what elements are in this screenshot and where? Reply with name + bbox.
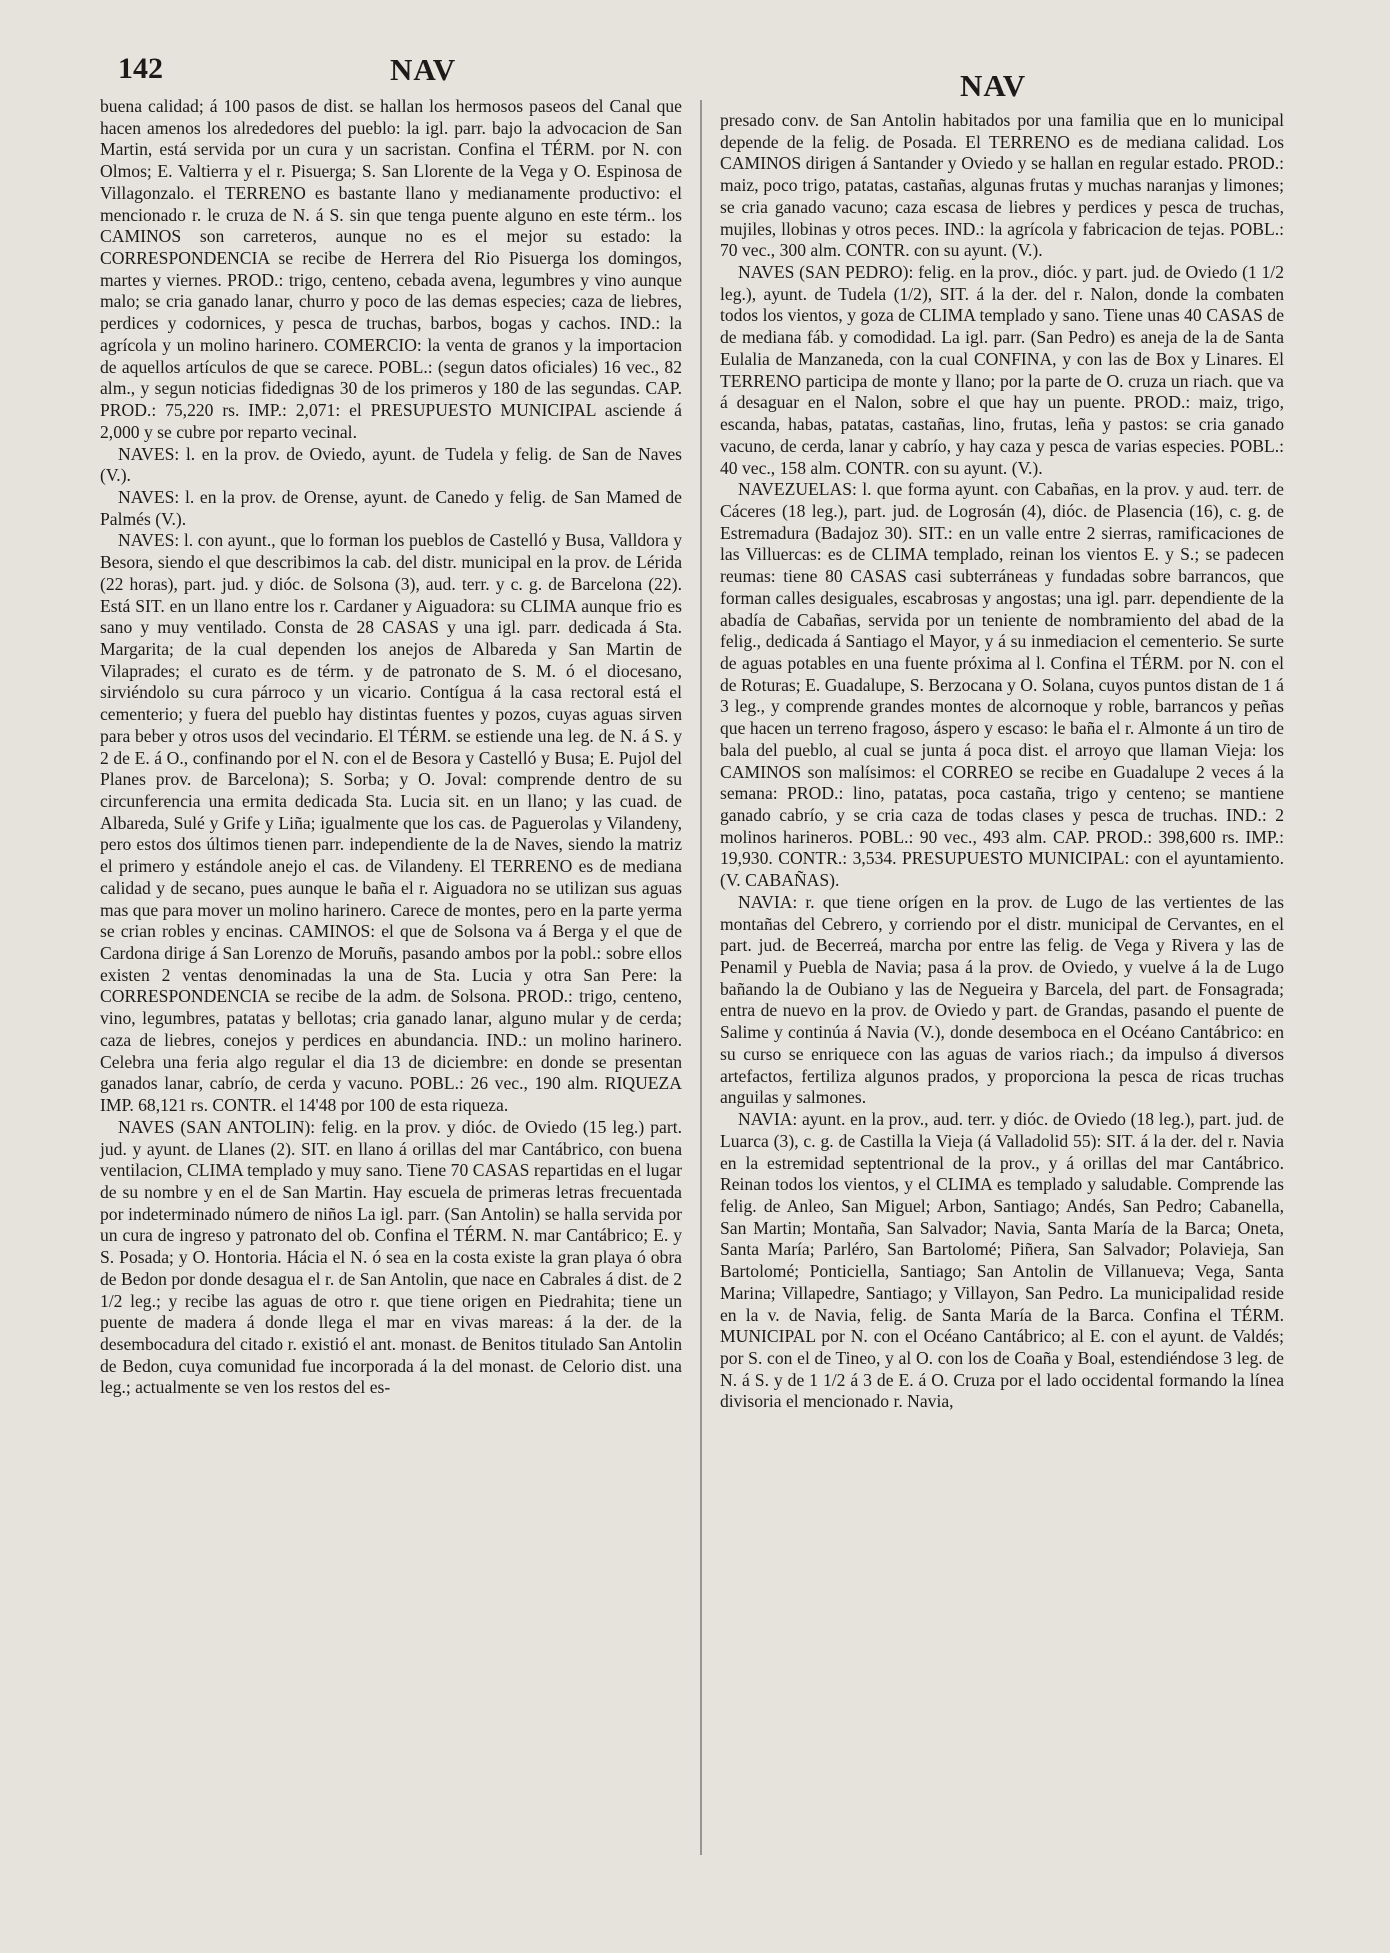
entry-continuation-right: presado conv. de San Antolin habitados por una familia que en lo municipal depende de la felig. de Posada. El TERRENO es de mediana calidad. Los CAMINOS dirigen á Santander y Oviedo y se hallan en regular estado. PROD.: maiz, poco trigo, patatas, castañas, algunas frutas y muchas naranjas y limones; se cria ganado vacuno; caza escasa de liebres y perdices y pesca de truchas, mujiles, llobinas y otros peces. IND.: la agrícola y fabricacion de tejas. POBL.: 70 vec., 300 alm. CONTR. con su ayunt. (V.). — [720, 110, 1284, 261]
entry-naves-lerida: NAVES: l. con ayunt., que lo forman los pueblos de Castelló y Busa, Valldora y Besora, siendo el que describimos la cab. del distr. municipal en la prov. de Lérida (22 horas), part. jud. y dióc. de Solsona (3), aud. terr. y c. g. de Barcelona (22). Está SIT. en un llano entre los r. Cardaner y Aiguadora: su CLIMA aunque frio es sano y muy ventilado. Consta de 28 CASAS y una igl. parr. dedicada á Sta. Margarita; de la cual dependen los anejos de Albareda y San Martin de Vilaprades; el curato es de térm. y de patronato de S. M. ó el diocesano, sirviéndolo su cura párroco y un vicario. Contígua á la casa rectoral está el cementerio; y fuera del pueblo hay distintas fuentes y pozos, cuyas aguas sirven para beber y otros usos del vecindario. El TÉRM. se estiende una leg. de N. á S. y 2 de E. á O., confinando por el N. con el de Besora y Castelló y Busa; E. Pujol del Planes prov. de Barcelona); S. Sorba; y O. Joval: comprende dentro de su circunferencia una ermita dedicada Sta. Lucia sit. en un llano; y las cuad. de Albareda, Sulé y Grife y Liña; igualmente que los cas. de Paguerolas y Vilandeny, pero estos dos últimos tienen parr. independiente de la de Naves, siendo la matriz el primero y estándole anejo el cas. de Vilandeny. El TERRENO es de mediana calidad y de secano, pues aunque le baña el r. Aiguadora no se utilizan sus aguas mas que para mover un molino harinero. Carece de montes, pero en la parte yerma se crian robles y encinas. CAMINOS: el que de Solsona va á Berga y el que de Cardona dirige á San Lorenzo de Moruñs, pasando ambos por la pobl.: sobre ellos existen 2 ventas denominadas la una de Sta. Lucia y otra San Pere: la CORRESPONDENCIA se recibe de la adm. de Solsona. PROD.: trigo, centeno, vino, legumbres, patatas y bellotas; cria ganado lanar, alguno mular y de cerda; caza de liebres, conejos y perdices en abundancia. IND.: un molino harinero. Celebra una feria algo regular el dia 13 de diciembre: en donde se presentan ganados lanar, cabrío, de cerda y vacuno. POBL.: 26 vec., 190 alm. RIQUEZA IMP. 68,121 rs. CONTR. el 14'48 por 100 de esta riqueza. — [100, 530, 682, 1116]
entry-navezuelas: NAVEZUELAS: l. que forma ayunt. con Cabañas, en la prov. y aud. terr. de Cáceres (18 leg.), part. jud. de Logrosán (4), dióc. de Plasencia (16), c. g. de Estremadura (Badajoz 30). SIT.: en un valle entre 2 sierras, ramificaciones de las Villuercas: es de CLIMA templado, reinan los vientos E. y S.; se padecen reumas: tiene 80 CASAS casi subterráneas y fundadas sobre barrancos, que forman calles desiguales, escabrosas y angostas; una igl. parr. dependiente de la abadía de Cabañas, servida por un teniente de nombramiento del abad de la felig., dedicada á Santiago el Mayor, y á su inmediacion el cementerio. Se surte de aguas potables en una fuente próxima al l. Confina el TÉRM. por N. con el de Roturas; E. Guadalupe, S. Berzocana y O. Solana, cuyos puntos distan de 1 á 3 leg., y comprende grandes montes de alcornoque y roble, barrancos y peñas que hacen un terreno fragoso, áspero y escaso: le baña el r. Almonte á un tiro de bala del pueblo, al cual se junta á poca dist. el arroyo que llaman Vieja: los CAMINOS son malísimos: el CORREO se recibe en Guadalupe 2 veces á la semana: PROD.: lino, patatas, poca castaña, trigo y centeno; se mantiene ganado cabrío, y se cria caza de todas clases y pesca de truchas. IND.: 2 molinos harineros. POBL.: 90 vec., 493 alm. CAP. PROD.: 398,600 rs. IMP.: 19,930. CONTR.: 3,534. PRESUPUESTO MUNICIPAL: con el ayuntamiento. (V. CABAÑAS). — [720, 479, 1284, 891]
column-divider — [700, 100, 702, 1855]
entry-continuation: buena calidad; á 100 pasos de dist. se hallan los hermosos paseos del Canal que hacen amenos los alrededores del pueblo: la igl. parr. bajo la advocacion de San Martin, está servida por un cura y un sacristan. Confina el TÉRM. por N. con Olmos; E. Valtierra y el r. Pisuerga; S. San Llorente de la Vega y O. Espinosa de Villagonzalo. el TERRENO es bastante llano y medianamente productivo: el mencionado r. le cruza de N. á S. sin que tenga puente alguno en este térm.. los CAMINOS son carreteros, aunque no es el mejor su estado: la CORRESPONDENCIA se recibe de Herrera del Rio Pisuerga los domingos, martes y viernes. PROD.: trigo, centeno, cebada avena, legumbres y vino aunque malo; se cria ganado lanar, churro y poco de las demas especies; caza de liebres, perdices y codornices, y pesca de truchas, barbos, bogas y cachos. IND.: la agrícola y un molino harinero. COMERCIO: la venta de granos y la importacion de aquellos artículos de que se carece. POBL.: (segun datos oficiales) 16 vec., 82 alm., y segun noticias fidedignas 30 de los primeros y 180 de las segundas. CAP. PROD.: 75,220 rs. IMP.: 2,071: el PRESUPUESTO MUNICIPAL asciende á 2,000 y se cubre por reparto vecinal. — [100, 96, 682, 442]
entry-naves-oviedo-tudela: NAVES: l. en la prov. de Oviedo, ayunt. de Tudela y felig. de San de Naves (V.). — [100, 443, 682, 486]
entry-navia-ayuntamiento: NAVIA: ayunt. en la prov., aud. terr. y dióc. de Oviedo (18 leg.), part. jud. de Luarca (3), c. g. de Castilla la Vieja (á Valladolid 55): SIT. á la der. del r. Navia en la estremidad septentrional de la prov., y á orillas del mar Cantábrico. Reinan todos los vientos, y el CLIMA es templado y saludable. Comprende las felig. de Anleo, San Miguel; Arbon, Santiago; Andés, San Pedro; Cabanella, San Martin; Montaña, San Salvador; Navia, Santa María de la Barca; Oneta, Santa María; Parléro, San Bartolomé; Piñera, San Salvador; Polavieja, San Bartolomé; Ponticiella, Santiago; San Antolin de Villanueva; Vega, Santa Marina; Villapedre, Santiago; y Villayon, San Pedro. La municipalidad reside en la v. de Navia, felig. de Santa María de la Barca. Confina el TÉRM. MUNICIPAL por N. con el Océano Cantábrico; al E. con el ayunt. de Valdés; por S. con el de Tineo, y al O. con los de Coaña y Boal, estendiéndose 3 leg. de N. á S. y de 1 1/2 á 3 de E. á O. Cruza por el lado occidental formando la línea divisoria el mencionado r. Navia, — [720, 1109, 1284, 1412]
left-column — [100, 96, 682, 1399]
right-column — [720, 110, 1284, 1413]
entry-navia-river: NAVIA: r. que tiene orígen en la prov. de Lugo de las vertientes de las montañas del Cebrero, y corriendo por el distr. municipal de Cervantes, en el part. jud. de Becerreá, marcha por entre las felig. de Vega y Rivera y las de Penamil y Puebla de Navia; pasa á la prov. de Oviedo, y vuelve á la de Lugo bañando la de Oubiano y las de Negueira y Barcela, del part. de Fonsagrada; entra de nuevo en la prov. de Oviedo y part. de Grandas, pasando el puente de Salime y continúa á Navia (V.), donde desemboca en el Océano Cantábrico: en su curso se enriquece con las aguas de varios riach.; da impulso á diversos artefactos, fertiliza algunos prados, y proporciona la pesca de ricas truchas anguilas y salmones. — [720, 891, 1284, 1108]
entry-naves-orense: NAVES: l. en la prov. de Orense, ayunt. de Canedo y felig. de San Mamed de Palmés (V.). — [100, 486, 682, 529]
page-number: 142 — [118, 52, 163, 85]
running-head-right: NAV — [960, 68, 1027, 103]
running-head-left: NAV — [390, 52, 457, 87]
entry-naves-san-pedro: NAVES (SAN PEDRO): felig. en la prov., dióc. y part. jud. de Oviedo (1 1/2 leg.), ayunt. de Tudela (1/2), SIT. á la der. del r. Nalon, donde la combaten todos los vientos, y goza de CLIMA templado y sano. Tiene unas 40 CASAS de de mediana fáb. y comodidad. La igl. parr. (San Pedro) es aneja de la de Santa Eulalia de Manzaneda, con la cual CONFINA, y con las de Box y Linares. El TERRENO participa de monte y llano; por la parte de O. cruza un riach. que va á desaguar en el Nalon, sobre el que hay un puente. PROD.: maiz, trigo, escanda, habas, patatas, castañas, lino, frutas, leña y pastos: se cria ganado vacuno, de cerda, lanar y cabrío, y hay caza y pesca de varias especies. POBL.: 40 vec., 158 alm. CONTR. con su ayunt. (V.). — [720, 262, 1284, 478]
entry-naves-san-antolin: NAVES (SAN ANTOLIN): felig. en la prov. y dióc. de Oviedo (15 leg.) part. jud. y ayunt. de Llanes (2). SIT. en llano á orillas del mar Cantábrico, con buena ventilacion, CLIMA templado y muy sano. Tiene 70 CASAS repartidas en el lugar de su nombre y en el de San Martin. Hay escuela de primeras letras frecuentada por indeterminado número de niños La igl. parr. (San Antolin) se halla servida por un cura de ingreso y patronato del ob. Confina el TÉRM. N. mar Cantábrico; E. y S. Posada; y O. Hontoria. Hácia el N. ó sea en la costa existe la gran playa ó obra de Bedon por donde desagua el r. de San Antolin, que nace en Cabrales á dist. de 2 1/2 leg.; y recibe las aguas de otro r. que tiene origen en Piedrahita; tiene un puente de madera á donde llega el mar en vivas mareas: á la der. de la desembocadura del citado r. existió el ant. monast. de Benitos titulado San Antolin de Bedon, cuya comunidad fue incorporada á la del monast. de Celorio dist. una leg.; actualmente se ven los restos del es- — [100, 1116, 682, 1398]
